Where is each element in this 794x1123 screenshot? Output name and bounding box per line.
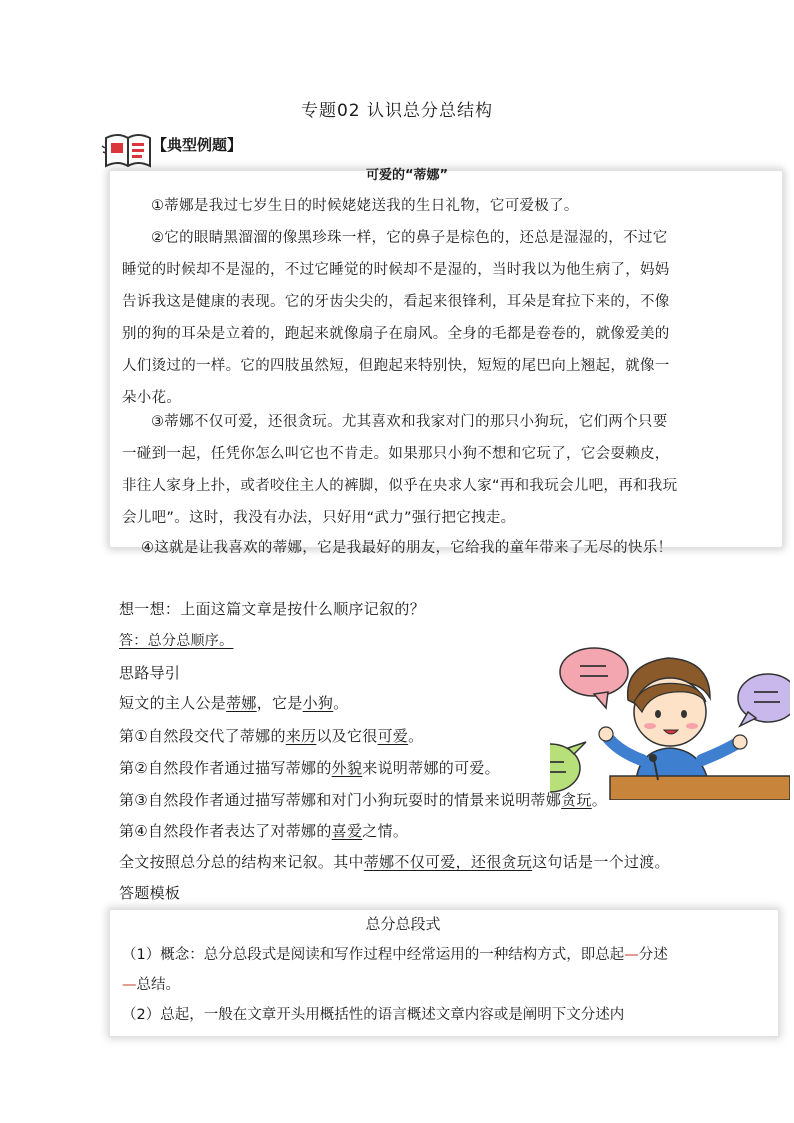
section-label: 【典型例题】 bbox=[152, 136, 243, 154]
template-box-title: 总分总段式 bbox=[365, 915, 441, 933]
template-heading: 答题模板 bbox=[119, 884, 181, 902]
guide-line-5: 第④自然段作者表达了对蒂娜的喜爱之情。 bbox=[119, 822, 409, 840]
guide-line-2: 第①自然段交代了蒂娜的来历以及它很可爱。 bbox=[119, 727, 424, 745]
page-title: 专题02 认识总分总结构 bbox=[300, 101, 494, 121]
answer: 答：总分总顺序。 bbox=[119, 633, 234, 649]
story-paragraph-2: ②它的眼睛黑溜溜的像黑珍珠一样，它的鼻子是棕色的，还总是湿湿的，不过它睡觉的时候却不是湿的，不过它睡觉的时候却不是湿的，当时我以为他生病了，妈妈告诉我这是健康的表现。它的牙齿尖尖的，看起来很锋利，耳朵是耷拉下来的，不像别的狗的耳朵是立着的，跑起来就像扇子在扇风。全身的毛都是卷卷的，就像爱美的人们烫过的一样。它的四肢虽然短，但跑起来特别快，短短的尾巴向上翘起，就像一朵小花。 bbox=[122, 230, 670, 406]
guide-heading: 思路导引 bbox=[119, 664, 181, 682]
story-paragraph-1: ①蒂娜是我过七岁生日的时候姥姥送我的生日礼物，它可爱极了。 bbox=[151, 198, 579, 214]
story-paragraph-3: ③蒂娜不仅可爱，还很贪玩。尤其喜欢和我家对门的那只小狗玩，它们两个只要一碰到一起，任凭你怎么叫它也不肯走。如果那只小狗不想和它玩了，它会耍赖皮，非往人家身上扑，或者咬住主人的裤脚，似乎在央求人家“再和我玩会儿吧，再和我玩会儿吧”。这时，我没有办法，只好用“武力”强行把它拽走。 bbox=[122, 414, 678, 526]
guide-line-3: 第②自然段作者通过描写蒂娜的外貌来说明蒂娜的可爱。 bbox=[119, 759, 500, 777]
template-paragraph-1: （1）概念：总分总段式是阅读和写作过程中经常运用的一种结构方式，即总起—分述—总结。 bbox=[122, 947, 668, 993]
template-paragraph-2: （2）总起，一般在文章开头用概括性的语言概述文章内容或是阐明下文分述内 bbox=[122, 1007, 625, 1023]
guide-line-1: 短文的主人公是蒂娜，它是小狗。 bbox=[119, 694, 349, 712]
story-title: 可爱的“蒂娜” bbox=[365, 168, 449, 183]
boy-speaking-illustration bbox=[550, 640, 790, 800]
question: 想一想：上面这篇文章是按什么顺序记叙的？ bbox=[119, 600, 426, 618]
story-paragraph-4: ④这就是让我喜欢的蒂娜，它是我最好的朋友，它给我的童年带来了无尽的快乐！ bbox=[141, 540, 673, 556]
guide-line-4: 第③自然段作者通过描写蒂娜和对门小狗玩耍时的情景来说明蒂娜贪玩。 bbox=[119, 791, 608, 809]
guide-line-6: 全文按照总分总的结构来记叙。其中蒂娜不仅可爱，还很贪玩这句话是一个过渡。 bbox=[119, 853, 670, 871]
